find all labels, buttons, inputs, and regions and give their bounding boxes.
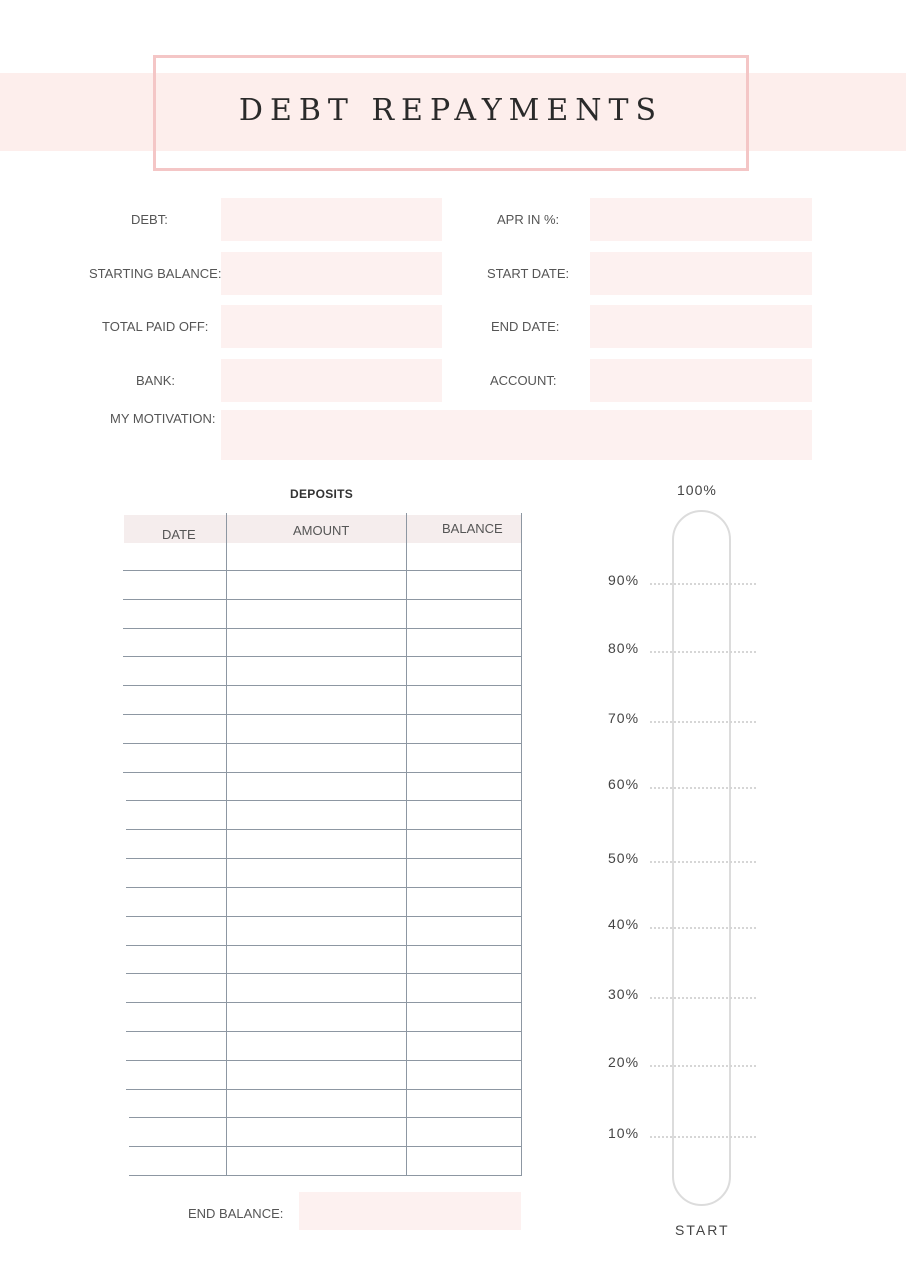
table-row-line — [126, 973, 522, 974]
column-divider-date — [226, 513, 227, 1175]
level-dotted-line — [650, 583, 756, 585]
level-label: 60% — [608, 776, 640, 792]
column-header-balance: BALANCE — [442, 521, 503, 536]
table-row-line — [123, 743, 522, 744]
column-divider-amount — [406, 513, 407, 1175]
bank-field[interactable] — [221, 359, 442, 402]
motivation-field[interactable] — [221, 410, 812, 460]
end-date-label: END DATE: — [491, 319, 560, 334]
table-row-line — [123, 685, 522, 686]
level-label: 20% — [608, 1054, 640, 1070]
total-paid-off-label: TOTAL PAID OFF: — [102, 319, 209, 334]
table-row-line — [126, 1060, 522, 1061]
level-dotted-line — [650, 997, 756, 999]
page-title: DEBT REPAYMENTS — [238, 93, 664, 128]
level-label-100: 100% — [677, 482, 717, 498]
table-row-line — [126, 1002, 522, 1003]
level-dotted-line — [650, 721, 756, 723]
account-field[interactable] — [590, 359, 812, 402]
progress-thermometer — [672, 510, 731, 1206]
table-row-line — [123, 628, 522, 629]
table-row-line — [126, 829, 522, 830]
table-row-line — [123, 599, 522, 600]
table-row-line — [126, 1089, 522, 1090]
column-header-date: DATE — [162, 527, 196, 542]
bank-label: BANK: — [136, 373, 176, 388]
title-frame — [153, 55, 749, 171]
table-row-line — [129, 1175, 522, 1176]
level-label: 40% — [608, 916, 640, 932]
end-date-field[interactable] — [590, 305, 812, 348]
level-dotted-line — [650, 1065, 756, 1067]
start-date-label: START DATE: — [487, 266, 570, 281]
table-row-line — [123, 656, 522, 657]
motivation-label: MY MOTIVATION: — [110, 411, 216, 426]
level-label: 70% — [608, 710, 640, 726]
table-row-line — [126, 945, 522, 946]
table-row-line — [123, 714, 522, 715]
table-row-line — [126, 916, 522, 917]
starting-balance-label: STARTING BALANCE: — [89, 266, 222, 281]
table-row-line — [123, 772, 522, 773]
level-label: 50% — [608, 850, 640, 866]
total-paid-off-field[interactable] — [221, 305, 442, 348]
level-dotted-line — [650, 651, 756, 653]
account-label: ACCOUNT: — [490, 373, 557, 388]
table-row-line — [126, 858, 522, 859]
debt-field[interactable] — [221, 198, 442, 241]
starting-balance-field[interactable] — [221, 252, 442, 295]
table-row-line — [129, 1117, 522, 1118]
end-balance-field[interactable] — [299, 1192, 521, 1230]
start-label: START — [675, 1222, 730, 1238]
table-row-line — [126, 800, 522, 801]
table-row-line — [126, 1031, 522, 1032]
debt-label: DEBT: — [131, 212, 168, 227]
apr-field[interactable] — [590, 198, 812, 241]
level-label: 90% — [608, 572, 640, 588]
table-row-line — [126, 887, 522, 888]
apr-label: APR IN %: — [497, 212, 560, 227]
end-balance-label: END BALANCE: — [188, 1206, 284, 1221]
level-dotted-line — [650, 927, 756, 929]
start-date-field[interactable] — [590, 252, 812, 295]
level-label: 10% — [608, 1125, 640, 1141]
deposits-title: DEPOSITS — [290, 487, 354, 501]
column-header-amount: AMOUNT — [293, 523, 350, 538]
level-dotted-line — [650, 1136, 756, 1138]
table-row-line — [123, 570, 522, 571]
table-row-line — [129, 1146, 522, 1147]
level-label: 80% — [608, 640, 640, 656]
level-dotted-line — [650, 861, 756, 863]
level-label: 30% — [608, 986, 640, 1002]
level-dotted-line — [650, 787, 756, 789]
table-right-border — [521, 513, 522, 1175]
